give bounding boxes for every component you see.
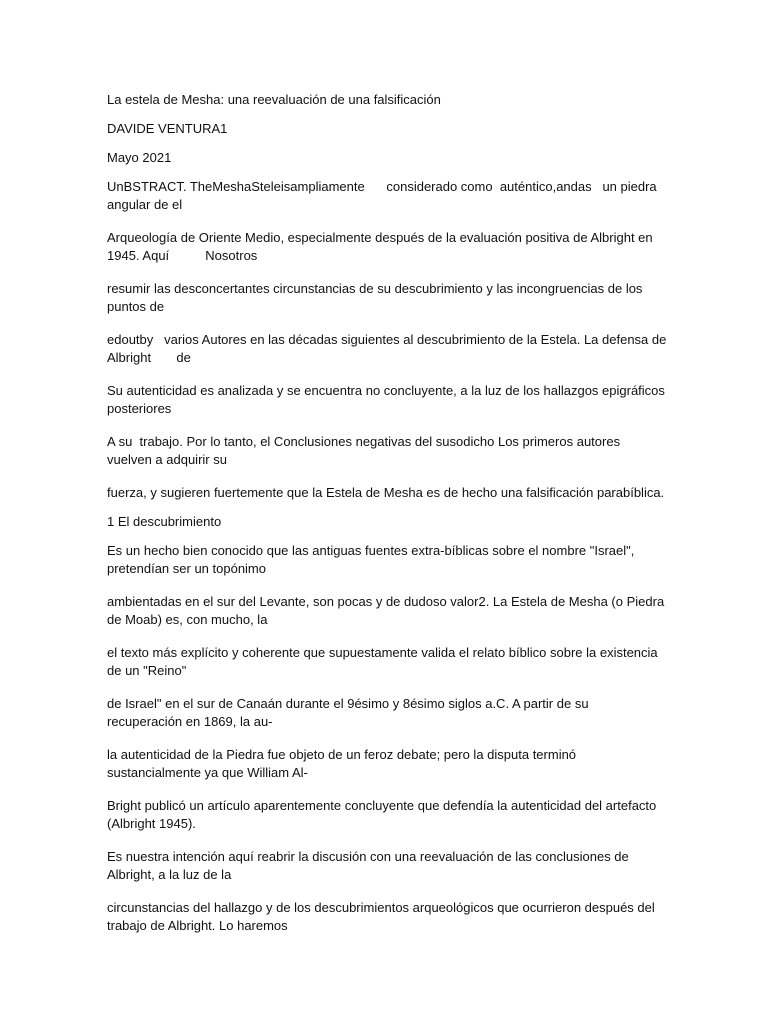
- abstract-line-3: resumir las desconcertantes circunstancias de su descubrimiento y las incongruencias de los puntos de: [107, 281, 647, 314]
- document-date: Mayo 2021: [107, 150, 172, 165]
- body-line-8: circunstancias del hallazgo y de los descubrimientos arqueológicos que ocurrieron después del trabajo de Albright. Lo haremos: [107, 900, 659, 933]
- body-line-3: el texto más explícito y coherente que supuestamente valida el relato bíblico sobre la existencia de un "Reino": [107, 645, 662, 678]
- abstract-line-2: Arqueología de Oriente Medio, especialmente después de la evaluación positiva de Albright en 1945. Aquí Nosotros: [107, 230, 657, 263]
- body-line-2: ambientadas en el sur del Levante, son pocas y de dudoso valor2. La Estela de Mesha (o Piedra de Moab) es, con mucho, la: [107, 594, 668, 627]
- document-author: DAVIDE VENTURA1: [107, 121, 228, 136]
- body-line-1: Es un hecho bien conocido que las antiguas fuentes extra-bíblicas sobre el nombre "Israel", pretendían ser un topónimo: [107, 543, 639, 576]
- body-line-7: Es nuestra intención aquí reabrir la discusión con una reevaluación de las conclusiones de Albright, a la luz de la: [107, 849, 632, 882]
- body-line-5: la autenticidad de la Piedra fue objeto de un feroz debate; pero la disputa terminó sustancialmente ya que William Al-: [107, 747, 580, 780]
- abstract-line-6: A su trabajo. Por lo tanto, el Conclusiones negativas del susodicho Los primeros autores vuelven a adquirir su: [107, 434, 624, 467]
- document-title: La estela de Mesha: una reevaluación de una falsificación: [107, 92, 441, 107]
- body-line-6: Bright publicó un artículo aparentemente concluyente que defendía la autenticidad del artefacto (Albright 1945).: [107, 798, 660, 831]
- document-body: [107, 91, 670, 950]
- abstract-line-1: UnBSTRACT. TheMeshaSteleisampliamente considerado como auténtico,andas un piedra angular de el: [107, 179, 661, 212]
- abstract-line-7: fuerza, y sugieren fuertemente que la Estela de Mesha es de hecho una falsificación parabíblica.: [107, 485, 665, 500]
- body-line-4: de Israel" en el sur de Canaán durante el 9ésimo y 8ésimo siglos a.C. A partir de su recuperación en 1869, la au-: [107, 696, 593, 729]
- abstract-line-5: Su autenticidad es analizada y se encuentra no concluyente, a la luz de los hallazgos epigráficos posteriores: [107, 383, 669, 416]
- abstract-line-4: edoutby varios Autores en las décadas siguientes al descubrimiento de la Estela. La defensa de Albright de: [107, 332, 670, 365]
- section-heading: 1 El descubrimiento: [107, 514, 222, 529]
